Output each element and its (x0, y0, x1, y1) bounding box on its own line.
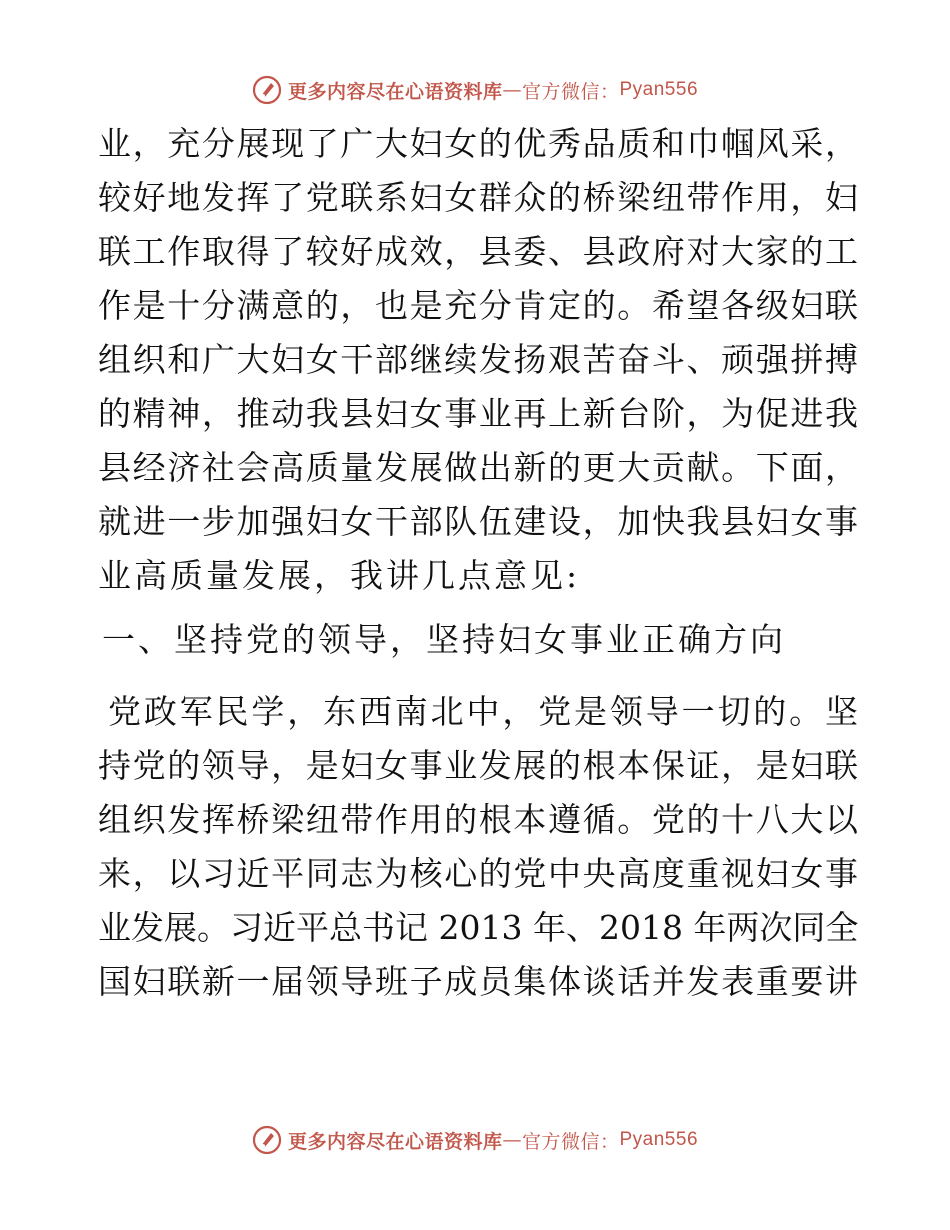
text-line: 就进一步加强妇女干部队伍建设，加快我县妇女事 (98, 502, 858, 541)
watermark-dash: — (502, 1129, 522, 1151)
watermark-dash: — (502, 79, 522, 101)
text-line: 业，充分展现了广大妇女的优秀品质和巾帼风采， (98, 124, 858, 163)
paragraph-2 (98, 685, 858, 1009)
text-line: 来，以习近平同志为核心的党中央高度重视妇女事 (98, 854, 858, 893)
text-line: 组织发挥桥梁纽带作用的根本遵循。党的十八大以 (98, 800, 858, 839)
pen-nib-logo-icon (252, 75, 282, 105)
watermark-sub-text: 官方微信： (521, 1130, 620, 1153)
text-line: 党政军民学，东西南北中，党是领导一切的。坚 (108, 692, 858, 731)
text-line: 作是十分满意的，也是充分肯定的。希望各级妇联 (98, 286, 858, 325)
footer-watermark (0, 1120, 950, 1160)
text-line: 的精神，推动我县妇女事业再上新台阶，为促进我 (98, 394, 858, 433)
text-line: 联工作取得了较好成效，县委、县政府对大家的工 (98, 232, 858, 271)
text-line: 较好地发挥了党联系妇女群众的桥梁纽带作用，妇 (98, 178, 858, 217)
watermark-sub-text: 官方微信： (521, 80, 620, 103)
paragraph-1 (98, 117, 858, 603)
header-watermark (0, 70, 950, 110)
watermark-main-text: 更多内容尽在心语资料库 (287, 80, 503, 103)
text-line: 县经济社会高质量发展做出新的更大贡献。下面， (98, 448, 858, 487)
text-line: 业发展。习近平总书记 2013 年、2018 年两次同全 (98, 908, 859, 947)
text-line: 组织和广大妇女干部继续发扬艰苦奋斗、顽强拼搏 (98, 340, 858, 379)
pen-nib-logo-icon (252, 1125, 282, 1155)
text-line: 业高质量发展，我讲几点意见: (98, 556, 581, 595)
watermark-wechat-id: Pyan556 (619, 1129, 699, 1150)
text-line: 持党的领导，是妇女事业发展的根本保证，是妇联 (98, 746, 858, 785)
text-line: 国妇联新一届领导班子成员集体谈话并发表重要讲 (98, 962, 858, 1001)
section-heading: 一、坚持党的领导，坚持妇女事业正确方向 (102, 620, 786, 659)
watermark-wechat-id: Pyan556 (619, 79, 699, 100)
document-body (98, 117, 858, 1009)
watermark-main-text: 更多内容尽在心语资料库 (287, 1130, 503, 1153)
